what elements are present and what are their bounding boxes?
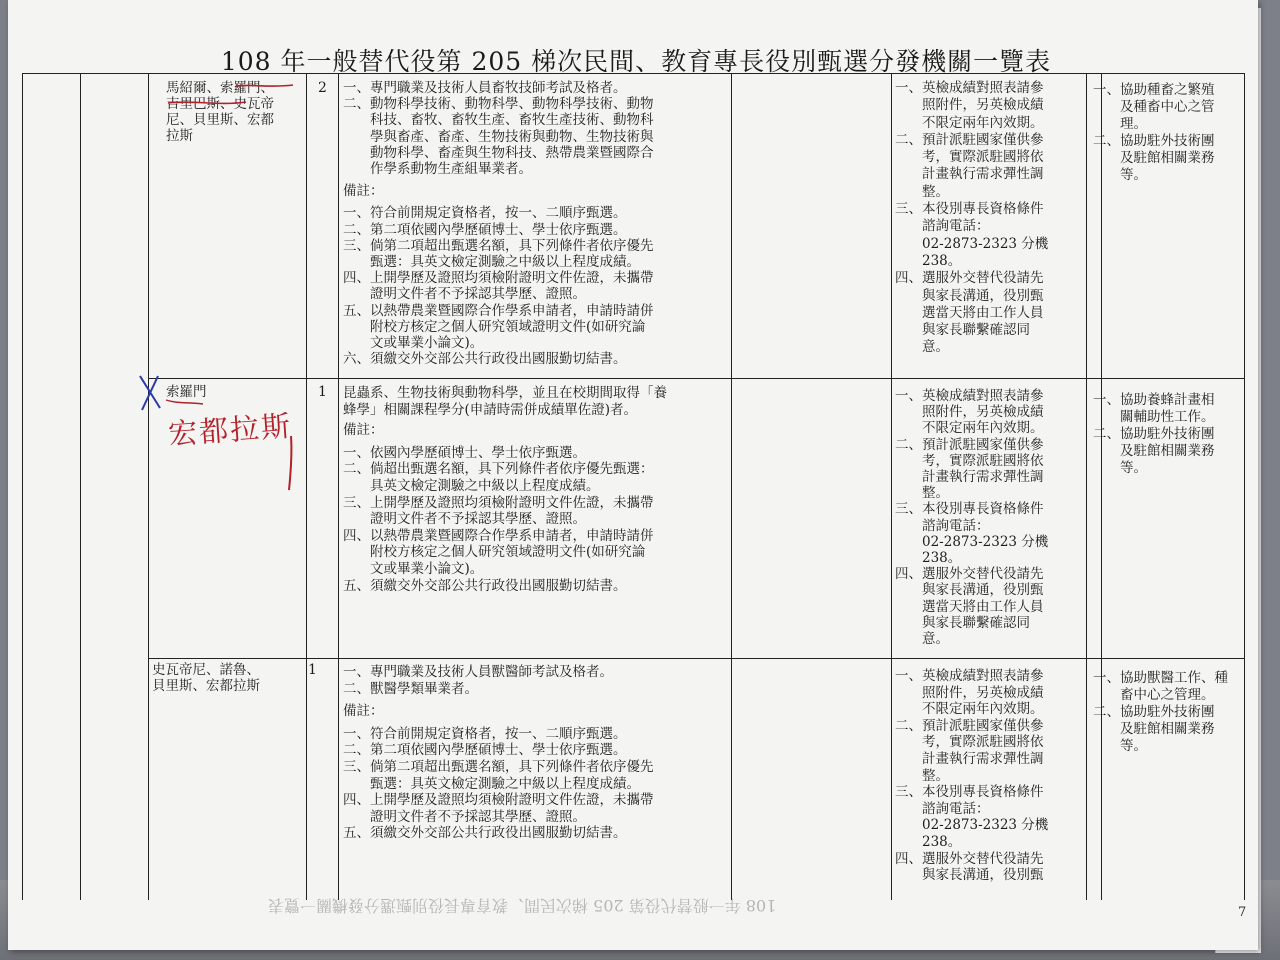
row1-countries: 馬紹爾、索羅門、 吉里巴斯、史瓦帝 尼、貝里斯、宏都 拉斯 <box>166 80 274 144</box>
row2-qualifications: 昆蟲系、生物技術與動物科學，並且在校期間取得「養 蜂學」相關課程學分(申請時需併成績單佐證)者。 備註： 一、依國內學歷碩博士、學士依序甄選。 二、倘超出甄選名額，具下列條件者依序優先甄選： 具英文檢定測驗之中級以上程度成績。 三、上開學歷及證照均須檢附證明文件佐證，未攜帶 證明文件者不予採認其學歷、證照。 四、以熱帶農業暨國際合作學系申請者，申請時請併 附校方核定之個人研究領域證明文件(如研究論 文或畢業小論文)。 五、須繳交外交部公共行政役出國服勤切結書。 <box>343 385 667 594</box>
bleed-through-text: 108 年一般替代役第 205 梯次民間、教育專長役別甄選分發機關一覽表 <box>268 896 777 915</box>
row1-notes: 一、英檢成績對照表請參 照附件，另英檢成績 不限定兩年內效期。 二、預計派駐國家僅供參 考，實際派駐國將依 計畫執行需求彈性調 整。 三、本役別專長資格條件 諮詢電話： 02-2873-2323 分機 238。 四、選服外交替代役請先 與家長溝通，役別甄 選當天將由工作人員 與家長聯繫確認同 意。 <box>895 80 1049 356</box>
row1-duties: 一、協助種畜之繁殖 及種畜中心之管 理。 二、協助駐外技術團 及駐館相關業務 等。 <box>1093 82 1215 183</box>
row3-qualifications: 一、專門職業及技術人員獸醫師考試及格者。 二、獸醫學類畢業者。 備註： 一、符合前開規定資格者，按一、二順序甄選。 二、第二項依國內學歷碩博士、學士依序甄選。 三、倘第二項超出甄選名額，具下列條件者依序優先 甄選：具英文檢定測驗之中級以上程度成績。 四、上開學歷及證照均須檢附證明文件佐證，未攜帶 證明文件者不予採認其學歷、證照。 五、須繳交外交部公共行政役出國服勤切結書。 <box>343 664 654 842</box>
handwritten-note: 宏都拉斯 <box>167 408 294 452</box>
strike-solomon <box>236 85 293 86</box>
page-number: 7 <box>1238 905 1247 920</box>
row2-notes: 一、英檢成績對照表請參 照附件，另英檢成績 不限定兩年內效期。 二、預計派駐國家僅供參 考，實際派駐國將依 計畫執行需求彈性調 整。 三、本役別專長資格條件 諮詢電話： 02-2873-2323 分機 238。 四、選服外交替代役請先 與家長溝通，役別甄 選當天將由工作人員 與家長聯繫確認同 意。 <box>895 388 1049 648</box>
row2-count: 1 <box>318 384 327 400</box>
row1-qualifications: 一、專門職業及技術人員畜牧技師考試及格者。 二、動物科學技術、動物科學、動物科學技術、動物 科技、畜牧、畜牧生產、畜牧生產技術、動物科 學與畜產、畜產、生物技術與動物、生物技術與 動物科學、畜產與生物科技、熱帶農業暨國際合 作學系動物生產組畢業者。 備註： 一、符合前開規定資格者，按一、二順序甄選。 二、第二項依國內學歷碩博士、學士依序甄選。 三、倘第二項超出甄選名額，具下列條件者依序優先 甄選：具英文檢定測驗之中級以上程度成績。 四、上開學歷及證照均須檢附證明文件佐證，未攜帶 證明文件者不予採認其學歷、證照。 五、以熱帶農業暨國際合作學系申請者，申請時請併 附校方核定之個人研究領域證明文件(如研究論 文或畢業小論文)。 六、須繳交外交部公共行政役出國服勤切結書。 <box>343 80 654 368</box>
handwritten-annotations <box>8 0 1258 950</box>
document-page <box>8 0 1258 950</box>
row3-count: 1 <box>308 662 317 678</box>
row3-countries: 史瓦帝尼、諾魯、 貝里斯、宏都拉斯 <box>152 662 260 694</box>
row3-notes: 一、英檢成績對照表請參 照附件，另英檢成績 不限定兩年內效期。 二、預計派駐國家僅供參 考，實際派駐國將依 計畫執行需求彈性調 整。 三、本役別專長資格條件 諮詢電話： 02-2873-2323 分機 238。 四、選服外交替代役請先 與家長溝通，役別甄 <box>895 668 1049 884</box>
row1-count: 2 <box>318 80 327 96</box>
row3-duties: 一、協助獸醫工作、種 畜中心之管理。 二、協助駐外技術團 及駐館相關業務 等。 <box>1093 670 1228 754</box>
blue-x-mark <box>140 376 160 410</box>
row2-countries: 索羅門 <box>166 384 207 400</box>
page-title: 108 年一般替代役第 205 梯次民間、教育專長役別甄選分發機關一覽表 <box>220 47 1052 76</box>
strike-kiribati <box>168 102 246 103</box>
row2-duties: 一、協助養蜂計畫相 關輔助性工作。 二、協助駐外技術團 及駐館相關業務 等。 <box>1093 392 1215 476</box>
red-underline <box>166 400 203 404</box>
